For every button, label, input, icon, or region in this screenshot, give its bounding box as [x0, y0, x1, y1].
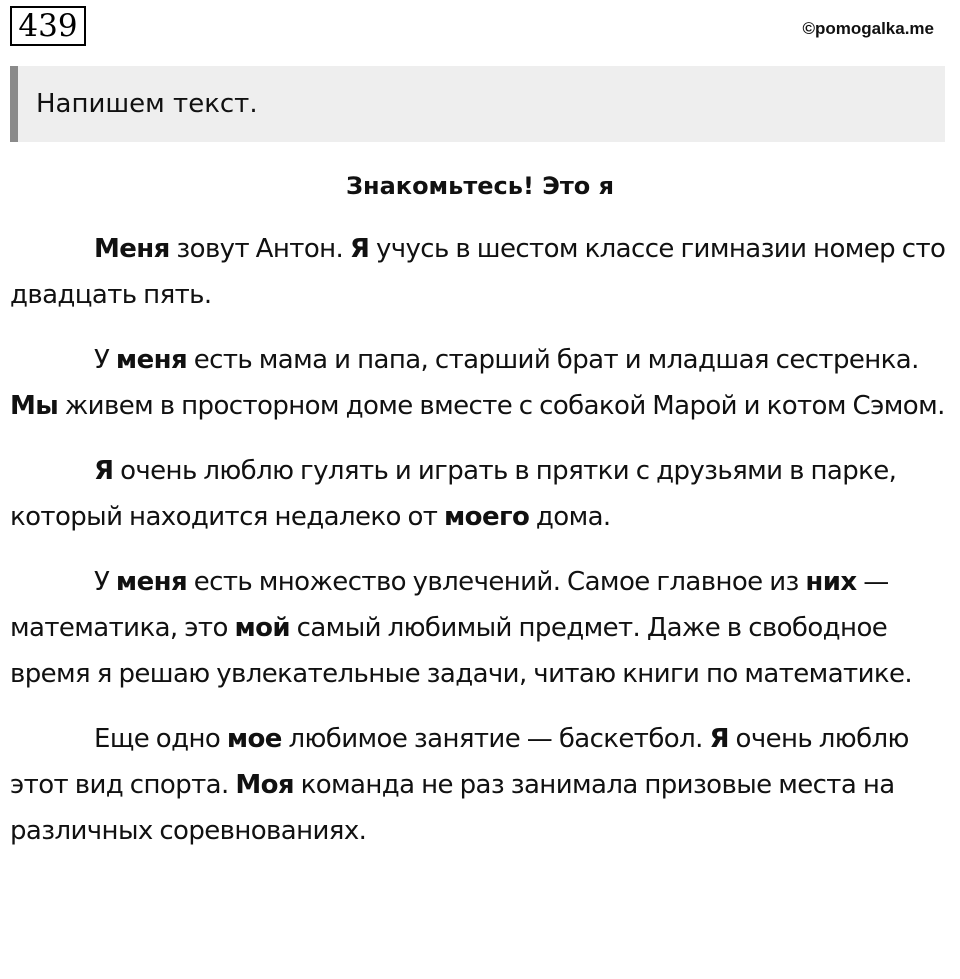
paragraph-3 [10, 448, 952, 540]
intro-text: Напишем текст. [36, 89, 258, 119]
intro-bar [10, 66, 945, 142]
text-run: есть мама и папа, старший брат и младшая сестренка. [187, 345, 919, 375]
bold-word: Я [349, 234, 370, 264]
text-run: любимое занятие — баскетбол. [281, 724, 710, 754]
document-title: Знакомьтесь! Это я [345, 172, 615, 200]
bold-word: мой [234, 613, 290, 643]
text-run: У [94, 567, 116, 597]
text-run: команда не раз занимала призовые места на различных соревнованиях. [10, 770, 895, 846]
text-run: живем в просторном доме вместе с собакой Марой и котом Сэмом. [58, 391, 945, 421]
bold-word: Меня [94, 234, 170, 264]
bold-word: меня [115, 345, 188, 375]
text-run: Еще одно [94, 724, 227, 754]
paragraph-4 [10, 559, 952, 697]
paragraph-5 [10, 716, 952, 854]
bold-word: Моя [235, 770, 294, 800]
text-run: очень люблю гулять и играть в прятки с друзьями в парке, который находится недалеко от [10, 456, 897, 532]
bold-word: меня [115, 567, 188, 597]
text-run: дома. [529, 502, 611, 532]
text-run: очень люблю этот вид спорта. [10, 724, 909, 800]
bold-word: них [805, 567, 857, 597]
text-run: учусь в шестом классе гимназии номер сто двадцать пять. [10, 234, 946, 310]
text-run: зовут Антон. [169, 234, 350, 264]
bold-word: Мы [10, 391, 59, 421]
bold-word: мое [226, 724, 282, 754]
task-number-box: 439 [10, 6, 86, 46]
watermark: ©pomogalka.me [802, 19, 934, 38]
text-run: самый любимый предмет. Даже в свободное время я решаю увлекательные задачи, читаю книги по математике. [10, 613, 913, 689]
paragraph-2 [10, 337, 952, 429]
bold-word: Я [709, 724, 729, 754]
text-run: —математика, это [10, 567, 889, 643]
paragraph-1 [10, 226, 952, 318]
text-body [10, 226, 952, 873]
text-run: есть множество увлечений. Самое главное из [187, 567, 806, 597]
text-run: У [94, 345, 116, 375]
bold-word: моего [444, 502, 530, 532]
bold-word: Я [94, 456, 114, 486]
